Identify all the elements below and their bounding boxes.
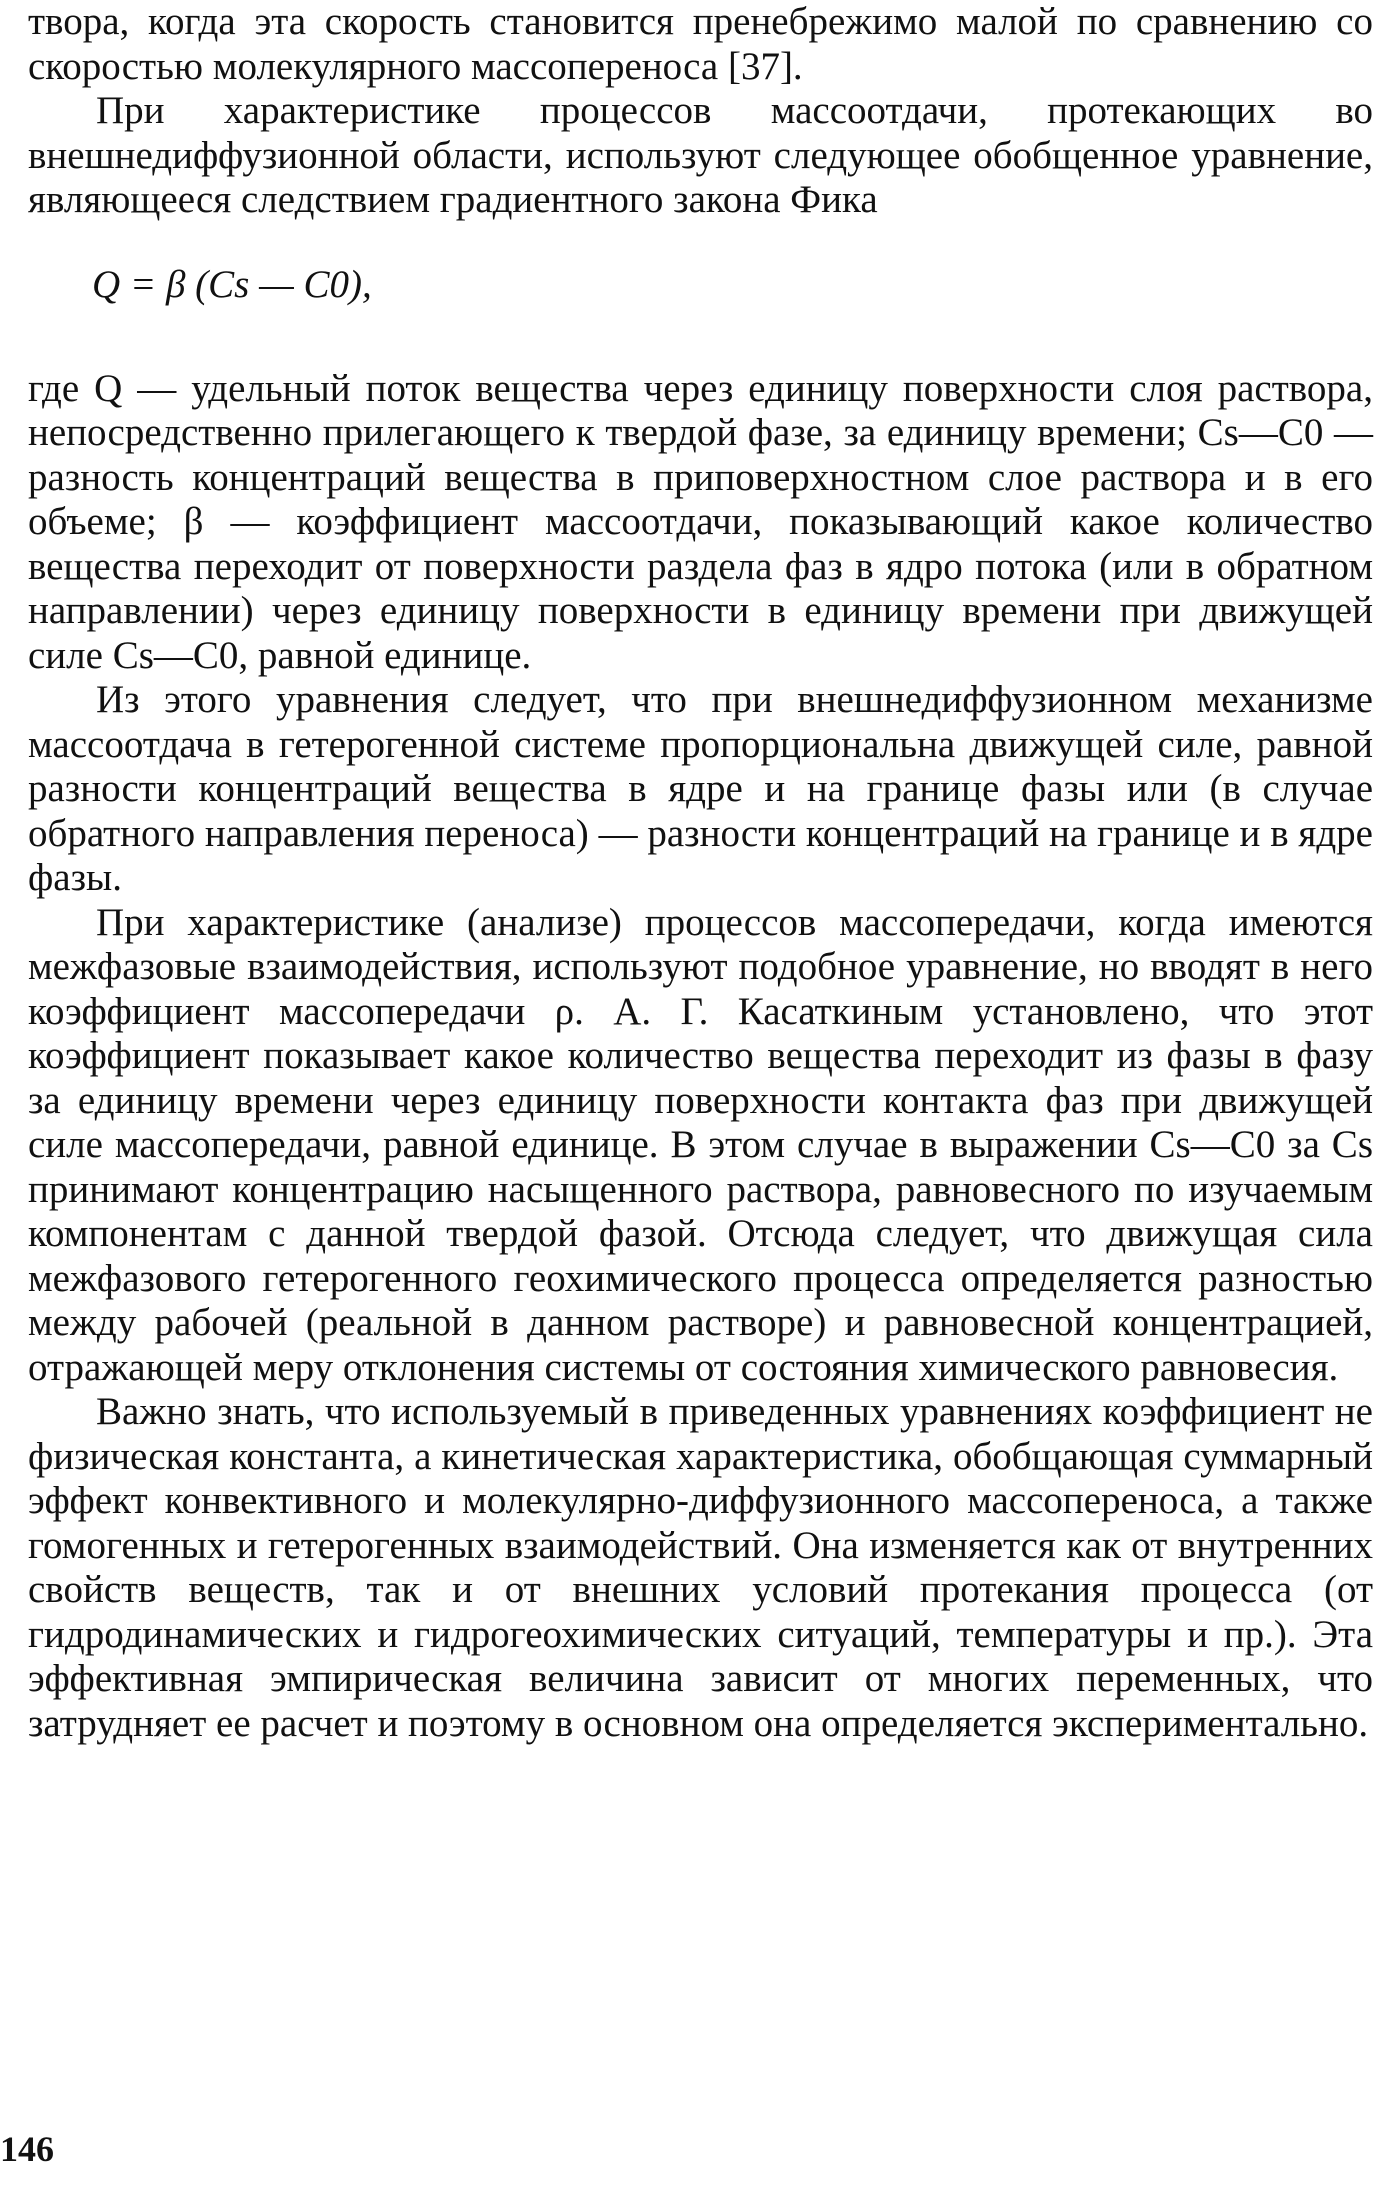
paragraph-external-diffusion: Из этого уравнения следует, что при внешнедиффузионном механизме массоотдача в гетерогенной системе пропорциональна движущей силе, равной разности концентраций вещества в ядре и на границе фазы или (в случае обратного направления переноса) — разности концентраций на границе и в ядре фазы. <box>28 678 1373 899</box>
paragraph-mass-transfer-coefficient: При характеристике (анализе) процессов массопередачи, когда имеются межфазовые взаимодействия, используют подобное уравнение, но вводят в него коэффициент массопередачи ρ. А. Г. Касаткиным установлено, что этот коэффициент показывает какое количество вещества переходит из фазы в фазу за единицу времени через единицу поверхности контакта фаз при движущей силе массопередачи, равной единице. В этом случае в выражении Cs—C0 за Cs принимают концентрацию насыщенного раствора, равновесного по изучаемым компонентам с данной твердой фазой. Отсюда следует, что движущая сила межфазового гетерогенного геохимического процесса определяется разностью между рабочей (реальной в данном растворе) и равновесной концентрацией, отражающей меру отклонения системы от состояния химического равновесия. <box>28 900 1373 1389</box>
paragraph-continuation: твора, когда эта скорость становится пренебрежимо малой по сравнению со скоростью молекулярного массопереноса [37]. <box>28 0 1373 88</box>
paragraph-mass-transfer-intro: При характеристике процессов массоотдачи, протекающих во внешнедиффузионной области, используют следующее обобщенное уравнение, являющееся следствием градиентного закона Фика <box>28 89 1373 221</box>
document-page <box>28 0 1373 1746</box>
paragraph-variable-definitions: где Q — удельный поток вещества через единицу поверхности слоя раствора, непосредственно прилегающего к твердой фазе, за единицу времени; Cs—C0 — разность концентраций вещества в приповерхностном слое раствора и в его объеме; β — коэффициент массоотдачи, показывающий какое количество вещества переходит от поверхности раздела фаз в ядро потока (или в обратном направлении) через единицу поверхности в единицу времени при движущей силе Cs—C0, равной единице. <box>28 366 1373 677</box>
page-number: 146 <box>0 2129 54 2169</box>
equation-fick: Q = β (Cs — C0), <box>92 262 372 306</box>
paragraph-coefficient-nature: Важно знать, что используемый в приведенных уравнениях коэффициент не физическая константа, а кинетическая характеристика, обобщающая суммарный эффект конвективного и молекулярно-диффузионного массопереноса, а также гомогенных и гетерогенных взаимодействий. Она изменяется как от внутренних свойств веществ, так и от внешних условий протекания процесса (от гидродинамических и гидрогеохимических ситуаций, температуры и пр.). Эта эффективная эмпирическая величина зависит от многих переменных, что затрудняет ее расчет и поэтому в основном она определяется экспериментально. <box>28 1390 1373 1745</box>
